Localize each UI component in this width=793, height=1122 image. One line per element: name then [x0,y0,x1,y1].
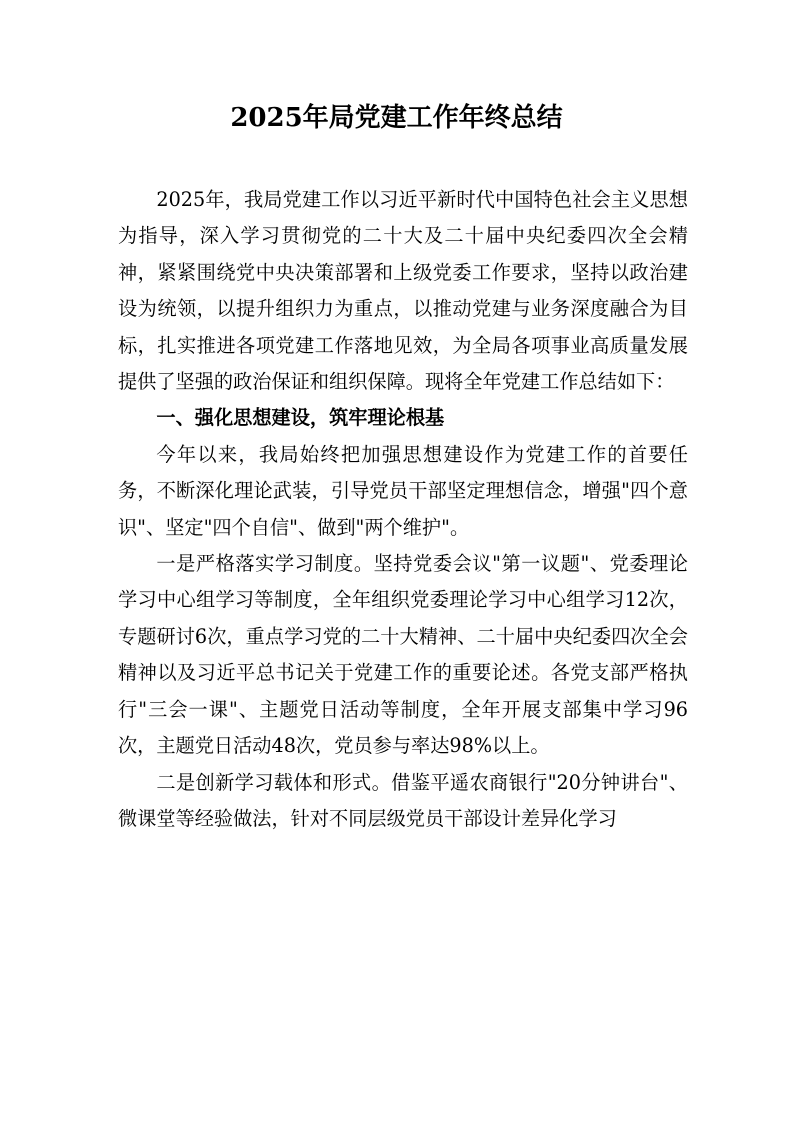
document-title: 2025年局党建工作年终总结 [230,103,563,133]
point-two-paragraph: 二是创新学习载体和形式。借鉴平遥农商银行"20分钟讲台"、微课堂等经验做法，针对不同层级党员干部设计差异化学习 [118,770,688,830]
section-heading: 一、强化思想建设，筑牢理论根基 [156,406,445,430]
intro-paragraph: 2025年，我局党建工作以习近平新时代中国特色社会主义思想为指导，深入学习贯彻党的二十大及二十届中央纪委四次全会精神，紧紧围绕党中央决策部署和上级党委工作要求，坚持以政治建设为统领，以提升组织力为重点，以推动党建与业务深度融合为目标，扎实推进各项党建工作落地见效，为全局各项事业高质量发展提供了坚强的政治保证和组织保障。现将全年党建工作总结如下： [118,188,688,394]
document-body [118,182,688,837]
section-intro-paragraph: 今年以来，我局始终把加强思想建设作为党建工作的首要任务，不断深化理论武装，引导党员干部坚定理想信念，增强"四个意识"、坚定"四个自信"、做到"两个维护"。 [118,442,688,539]
point-one-paragraph: 一是严格落实学习制度。坚持党委会议"第一议题"、党委理论学习中心组学习等制度，全年组织党委理论学习中心组学习12次，专题研讨6次，重点学习党的二十大精神、二十届中央纪委四次全会精神以及习近平总书记关于党建工作的重要论述。各党支部严格执行"三会一课"、主题党日活动等制度，全年开展支部集中学习96次，主题党日活动48次，党员参与率达98%以上。 [118,552,688,758]
